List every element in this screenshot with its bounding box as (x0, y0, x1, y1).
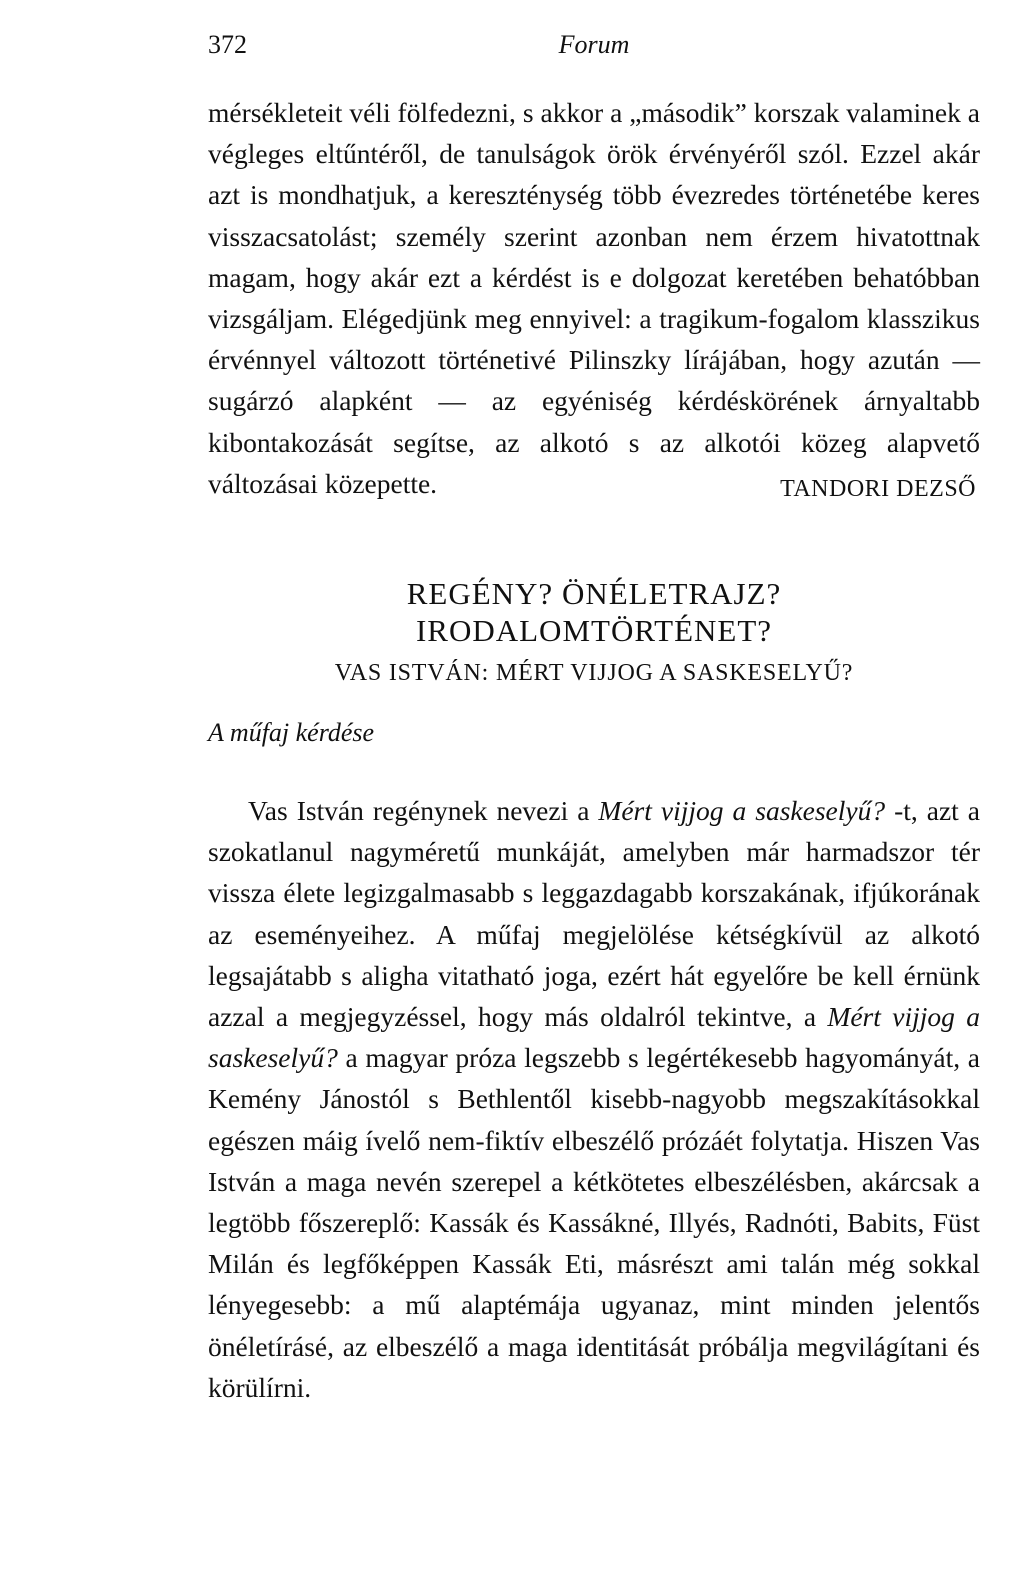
body-text-part-2: -t, azt a szokatlanul nagyméretű munkáját, amelyben már harmadszor tér vissza élete legizgalmasabb s leggazdagabb korszakának, ifjúkorának az eseményeihez. A műfaj megjelölése kétségkívül az alkotó legsajátabb s aligha vitatható joga, ezért hát egyelőre be kell érnünk azzal a megjegyzéssel, hogy más oldalról tekintve, a (208, 795, 981, 1033)
book-title-italic-1: Mért vijjog a saskeselyű? (598, 795, 886, 826)
closing-paragraph: mérsékleteit véli fölfedezni, s akkor a „második” korszak valaminek a végleges eltűntéről, de tanulságok örök érvényéről szól. Ezzel akár azt is mondhatjuk, a kereszténység több évezredes történetébe keres visszacsatolást; személy szerint azonban nem érzem hivatottnak magam, hogy akár ezt a kérdést is e dolgozat keretében behatóbban vizsgáljam. Elégedjünk meg ennyivel: a tragikum-fogalom klasszikus érvénnyel változott történetivé Pilinszky lírájában, hogy azután — sugárzó alapként — az egyéniség kérdéskörének árnyaltabb kibontakozását segítse, az alkotó s az alkotói közeg alapvető változásai közepette. (208, 97, 980, 499)
body-text-part-1: Vas István regénynek nevezi a (248, 795, 599, 826)
page-number: 372 (208, 30, 247, 59)
book-title-italic-2: Mért vijjog a saskeselyű? (208, 1001, 980, 1074)
article-title-line-1: REGÉNY? ÖNÉLETRAJZ? (406, 576, 782, 611)
journal-title: Forum (558, 30, 630, 59)
article-title-line-2: IRODALOMTÖRTÉNET? (415, 613, 773, 648)
author-signature: TANDORI DEZSŐ (780, 476, 976, 502)
body-text-part-3: a magyar próza legszebb s legértékesebb hagyományát, a Kemény Jánostól s Bethlentől kisebb-nagyobb megszakításokkal egészen máig ívelő nem-fiktív elbeszélő prózáét folytatja. Hiszen Vas István a maga nevén szerepel a kétkötetes elbeszélésben, akárcsak a legtöbb főszereplő: Kassák és Kassákné, Illyés, Radnóti, Babits, Füst Milán és legfőképpen Kassák Eti, másrészt ami talán még sokkal lényegesebb: a mű alaptémája ugyanaz, mint minden jelentős önéletírásé, az elbeszélő a maga identitását próbálja megvilágítani és körülírni. (208, 1042, 980, 1403)
running-head (208, 30, 980, 66)
section-heading: A műfaj kérdése (208, 718, 375, 747)
previous-article-ending (208, 92, 980, 504)
article-body (208, 790, 980, 1408)
body-paragraph (208, 790, 980, 1408)
article-subtitle: VAS ISTVÁN: MÉRT VIJJOG A SASKESELYŰ? (334, 660, 854, 686)
